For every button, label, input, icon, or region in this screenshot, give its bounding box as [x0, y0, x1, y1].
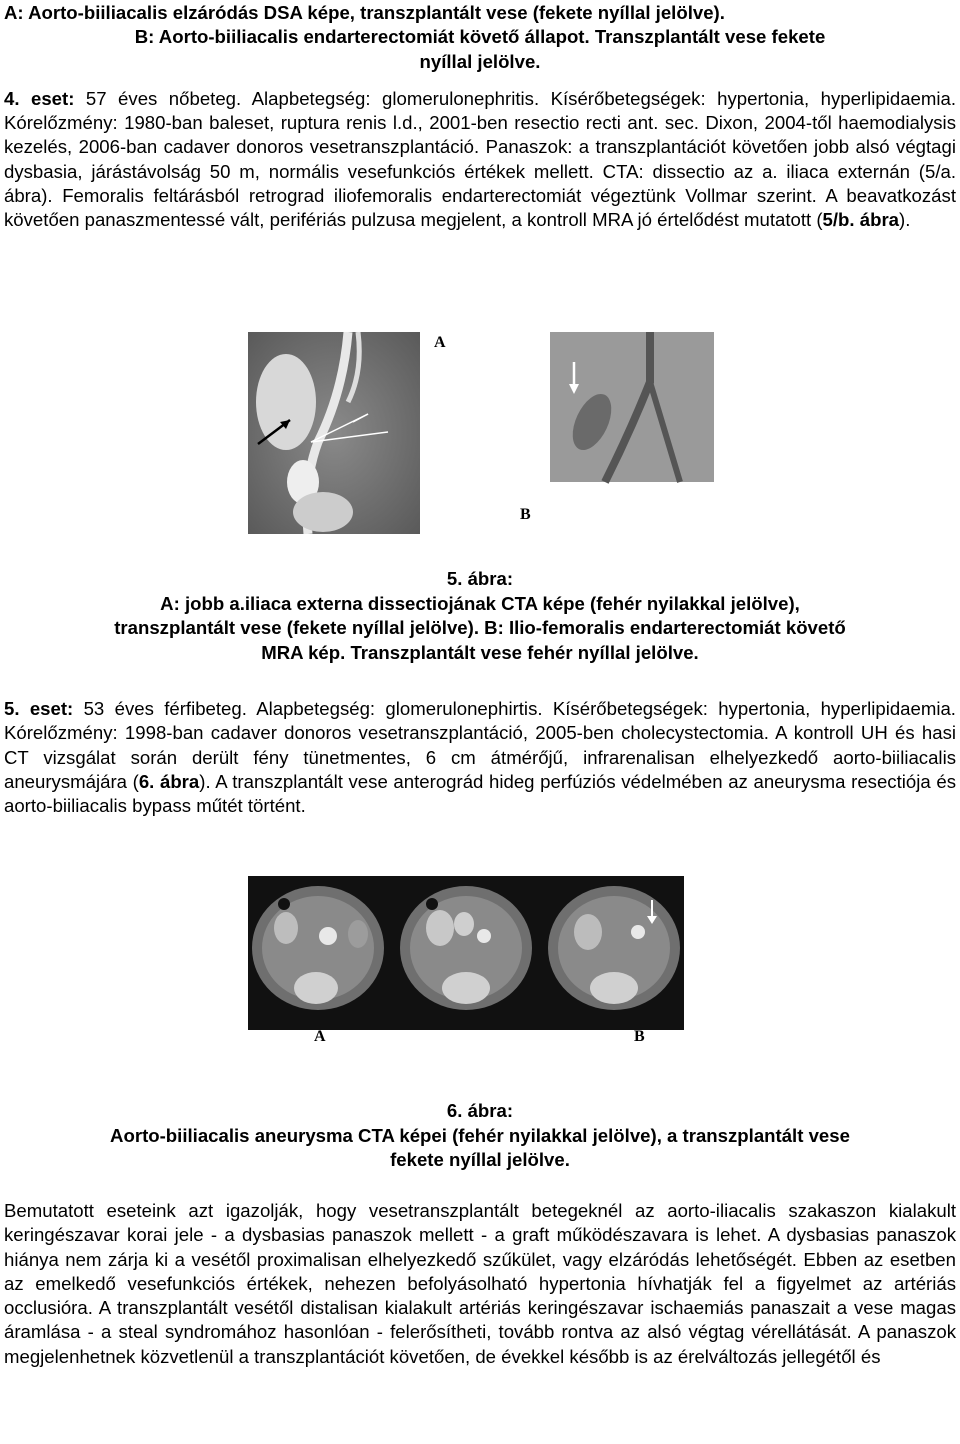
figure-5-caption — [4, 567, 956, 665]
closing-paragraph: Bemutatott eseteink azt igazolják, hogy vesetranszplantált betegeknél az aorto-iliacalis szakaszon kialakult keringészavar korai jele - a dysbasias panaszok mellett - a graft működészavara is lehet. A dysbasias panaszok hiánya nem zárja ki a vesétől proximalisan elhelyezkedő szűkület, vagy elzáródás lehetőségét. Ebben az esetben az emelkedő vesefunkciós értékek, nehezen befolyásolható hypertonia hívhatják fel a figyelmet az artériás occlusióra. A transzplantált vesétől distalisan kialakult artériás keringészavar ischaemiás panaszait a vese magas áramlása - a steal syndromához hasonlóan - felerősítheti, tovább rontva az alsó végtag vérellátását. A panaszok megjelenhetnek közvetlenül a transzplantációt követően, de évekkel később is az érelváltozás jellegétől és — [4, 1200, 956, 1367]
figure-6-image — [248, 876, 684, 1045]
figure-6-caption — [4, 1099, 956, 1173]
axial-slice-b — [400, 886, 532, 1010]
case-label: 5. eset: — [4, 698, 74, 719]
caption-line: B: Aorto-biiliacalis endarterectomiát követő állapot. Transzplantált vese fekete — [134, 26, 826, 48]
cta-axial-images — [248, 876, 684, 1030]
caption-title: 6. ábra: — [446, 1100, 514, 1121]
case-5-paragraph — [4, 697, 956, 818]
case-text: 57 éves nőbeteg. Alapbetegség: glomerulonephritis. Kísérőbetegségek: hypertonia, hyperlipidaemia. Kórelőzmény: 1980-ban baleset, ruptura renis l.d., 2001-ben resectio recti ant. sec. Dixon, 2004-től haemodialysis kezelés, 2006-ban cadaver donoros vesetranszplantáció. Panaszok: a transzplantációt követően jobb alsó végtagi dysbasia, járástávolság 50 m, normális vesefunkciós értékek mellett. CTA: dissectio az a. iliaca externán (5/a. ábra). Femoralis feltárásból retrograd iliofemoralis endarterectomiát végeztünk Vollmar szerint. A beavatkozást követően panaszmentessé vált, perifériás pulzusa megjelent, a kontroll MRA jó értelődést mutatott ( — [4, 87, 956, 231]
axial-slice-c — [548, 886, 680, 1010]
cta-scan-image — [248, 332, 420, 534]
caption-line: A: Aorto-biiliacalis elzáródás DSA képe, transzplantált vese (fekete nyíllal jelölve). — [4, 2, 725, 23]
case-text: ). A transzplantált vese anterográd hideg perfúziós védelmében az aneurysma resectiója és aorto-biiliacalis bypass műtét történt. — [4, 770, 956, 817]
case-text-end: ). — [899, 209, 911, 231]
caption-line: nyíllal jelölve. — [419, 50, 541, 72]
figure-ref: 6. ábra — [138, 770, 200, 792]
caption-line: transzplantált vese (fekete nyíllal jelölve). B: Ilio-femoralis endarterectomiát követő — [114, 617, 846, 638]
caption-line: A: jobb a.iliaca externa dissectiojának CTA képe (fehér nyilakkal jelölve), — [160, 592, 800, 614]
figure-label-b: B — [634, 1028, 645, 1045]
figure-label-a: A — [314, 1028, 326, 1045]
figure-5a-image — [248, 332, 446, 534]
document-page — [4, 0, 956, 233]
figure-4-caption — [4, 0, 956, 74]
axial-slice-a — [252, 886, 384, 1010]
case-4-paragraph — [4, 87, 956, 233]
caption-line: Aorto-biiliacalis aneurysma CTA képei (fehér nyilakkal jelölve), a transzplantált vese — [110, 1124, 850, 1146]
mra-scan-image — [550, 332, 714, 540]
figure-ref: 5/b. ábra — [822, 209, 900, 231]
case-label: 4. eset: — [4, 87, 75, 109]
figure-label-a: A — [434, 334, 446, 351]
caption-line: MRA kép. Transzplantált vese fehér nyíllal jelölve. — [261, 641, 699, 663]
figure-5b-image — [520, 332, 714, 540]
figure-label-b: B — [520, 506, 531, 523]
case-text: 53 éves férfibeteg. Alapbetegség: glomerulonephirtis. Kísérőbetegségek: hypertonia, hyperlipidaemia. Kórelőzmény: 1998-ban cadaver donoros vesetranszplantáció, 2005-ben cholecystectomia. A kontroll UH és hasi CT vizsgálat során derült fény tünetmentes, 6 cm átmérőjű, infrarenalisan elhelyezkedő aorto-biiliacalis aneurysmájára ( — [4, 698, 956, 792]
caption-line: fekete nyíllal jelölve. — [390, 1149, 570, 1170]
caption-title: 5. ábra: — [446, 568, 514, 589]
